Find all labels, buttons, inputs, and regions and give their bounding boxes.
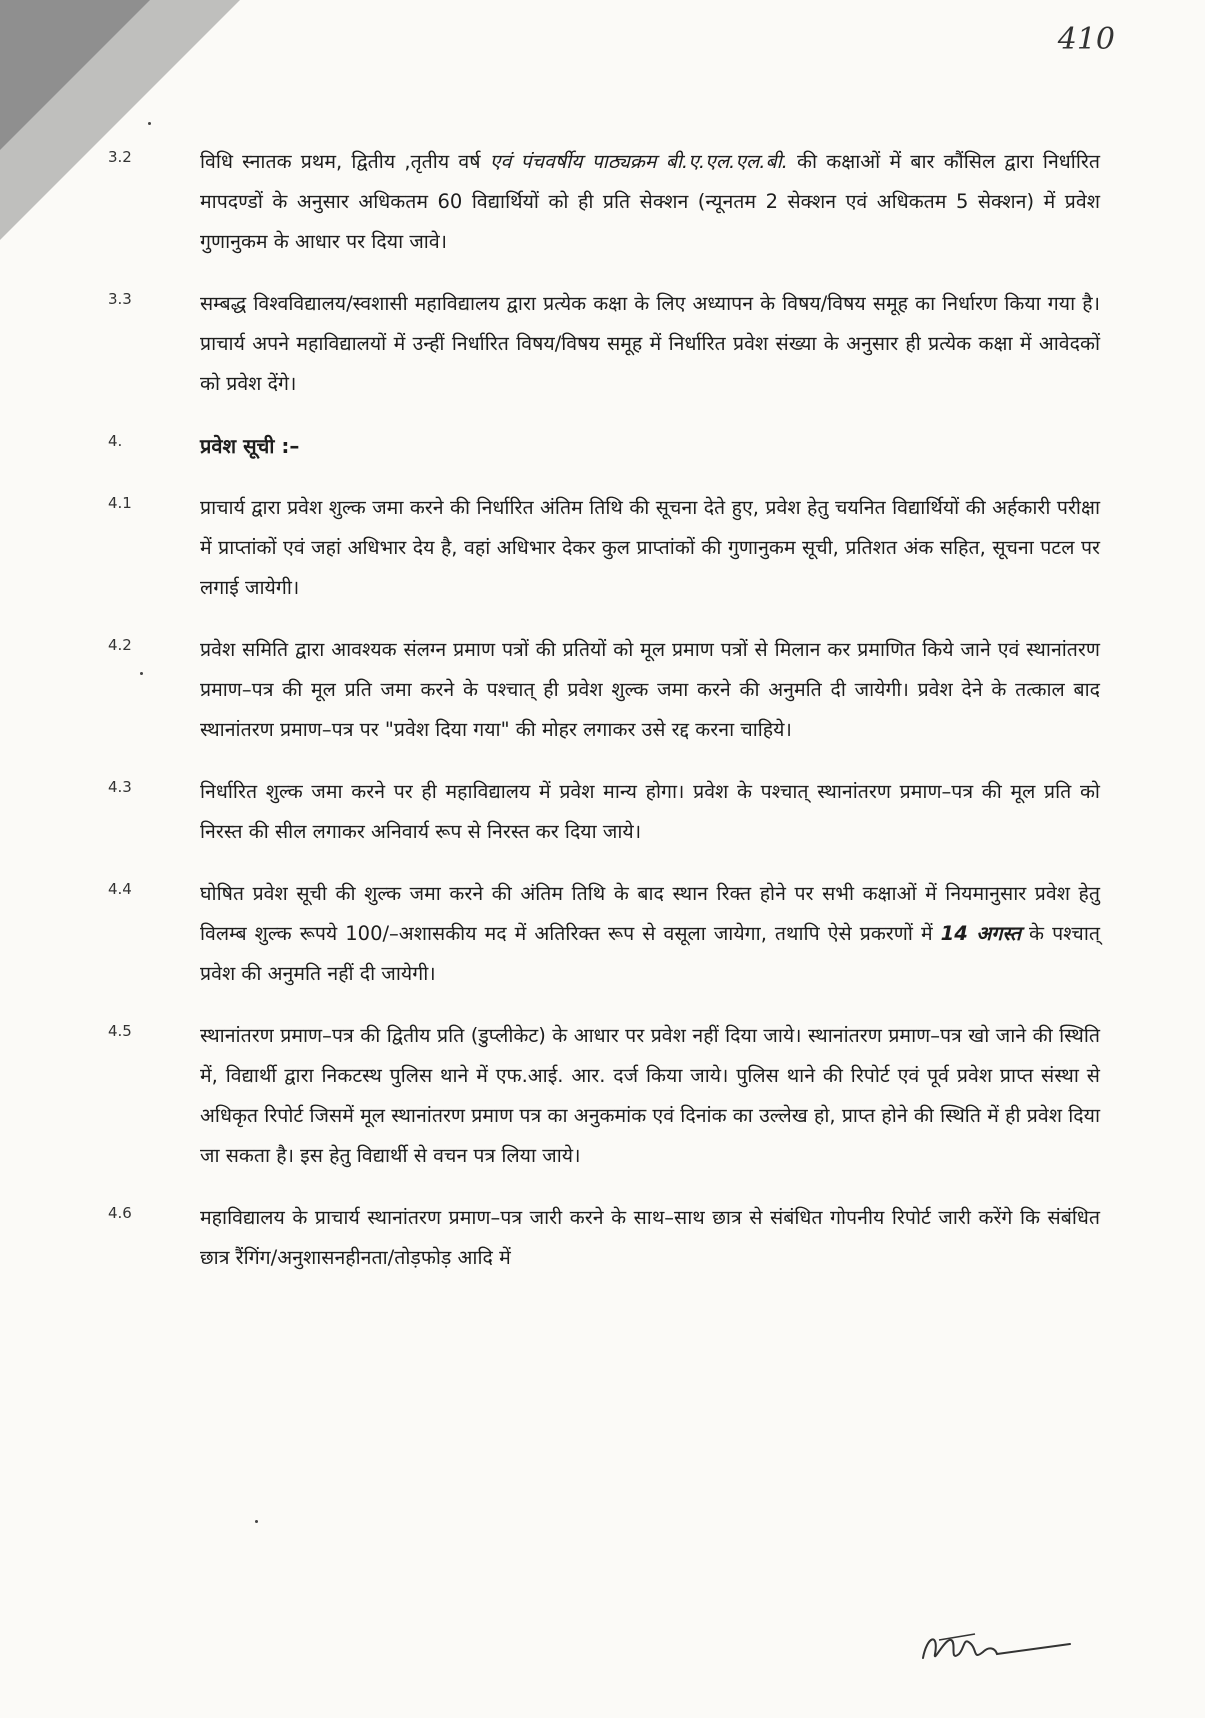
section-3-3 [108,284,1100,404]
section-4-heading [108,426,1100,466]
section-number: 4.2 [108,636,132,654]
section-number: 4.4 [108,880,132,898]
scan-speck [148,122,151,125]
handwritten-signature [905,1618,1075,1678]
section-4-3 [108,772,1100,852]
section-text: स्थानांतरण प्रमाण–पत्र की द्वितीय प्रति (डुप्लीकेट) के आधार पर प्रवेश नहीं दिया जाये। स्थानांतरण प्रमाण–पत्र खो जाने की स्थिति में, विद्यार्थी द्वारा निकटस्थ पुलिस थाने में एफ.आई. आर. दर्ज किया जाये। पुलिस थाने की रिपोर्ट एवं पूर्व प्रवेश प्राप्त संस्था से अधिकृत रिपोर्ट जिसमें मूल स्थानांतरण प्रमाण पत्र का अनुकमांक एवं दिनांक का उल्लेख हो, प्राप्त होने की स्थिति में ही प्रवेश दिया जा सकता है। इस हेतु विद्यार्थी से वचन पत्र लिया जाये। [200,1024,1100,1167]
text-part: विधि स्नातक प्रथम, द्वितीय ,तृतीय वर्ष [200,150,490,173]
section-heading: प्रवेश सूची :– [200,434,300,458]
text-part: की कक्षाओं में बार कौंसिल द्वारा निर्धारित मापदण्डों के अनुसार अधिकतम 60 विद्यार्थियों को ही प्रति सेक्शन (न्यूनतम 2 सेक्शन एवं अधिकतम 5 सेक्शन) में प्रवेश गुणानुकम के आधार पर दिया जावे। [200,150,1100,253]
section-4-4 [108,874,1100,994]
section-text [200,142,1100,262]
scan-speck [255,1520,258,1523]
section-text: प्रवेश समिति द्वारा आवश्यक संलग्न प्रमाण पत्रों की प्रतियों को मूल प्रमाण पत्रों से मिलान कर प्रमाणित किये जाने एवं स्थानांतरण प्रमाण–पत्र की मूल प्रति जमा करने के पश्चात् ही प्रवेश शुल्क जमा करने की अनुमति दी जायेगी। प्रवेश देने के तत्काल बाद स्थानांतरण प्रमाण–पत्र पर "प्रवेश दिया गया" की मोहर लगाकर उसे रद्द करना चाहिये। [200,638,1100,741]
text-part: के पश्चात् प्रवेश की अनुमति नहीं दी जायेगी। [200,922,1100,985]
section-4-6 [108,1198,1100,1278]
section-4-5 [108,1016,1100,1176]
section-text: निर्धारित शुल्क जमा करने पर ही महाविद्यालय में प्रवेश मान्य होगा। प्रवेश के पश्चात् स्थानांतरण प्रमाण–पत्र की मूल प्रति को निरस्त की सील लगाकर अनिवार्य रूप से निरस्त कर दिया जाये। [200,780,1100,843]
scan-speck [140,672,143,675]
page-corner-fold [0,0,150,150]
section-number: 4.5 [108,1022,132,1040]
italic-course-name: एवं पंचवर्षीय पाठ्यक्रम बी.ए.एल.एल.बी. [489,150,788,173]
section-4-2 [108,630,1100,750]
section-text: प्राचार्य द्वारा प्रवेश शुल्क जमा करने की निर्धारित अंतिम तिथि की सूचना देते हुए, प्रवेश हेतु चयनित विद्यार्थियों की अर्हकारी परीक्षा में प्राप्तांकों एवं जहां अधिभार देय है, वहां अधिभार देकर कुल प्राप्तांकों की गुणानुकम सूची, प्रतिशत अंक सहित, सूचना पटल पर लगाई जायेगी। [200,496,1100,599]
document-body [108,142,1100,1300]
section-text: सम्बद्ध विश्वविद्यालय/स्वशासी महाविद्यालय द्वारा प्रत्येक कक्षा के लिए अध्यापन के विषय/विषय समूह का निर्धारण किया गया है। प्राचार्य अपने महाविद्यालयों में उन्हीं निर्धारित विषय/विषय समूह में निर्धारित प्रवेश संख्या के अनुसार ही प्रत्येक कक्षा में आवेदकों को प्रवेश देंगे। [200,292,1100,395]
section-3-2 [108,142,1100,262]
section-number: 4.3 [108,778,132,796]
section-4-1 [108,488,1100,608]
section-text [200,874,1100,994]
section-text: महाविद्यालय के प्राचार्य स्थानांतरण प्रमाण–पत्र जारी करने के साथ–साथ छात्र से संबंधित गोपनीय रिपोर्ट जारी करेंगे कि संबंधित छात्र रैंगिंग/अनुशासनहीनता/तोड़फोड़ आदि में [200,1206,1100,1269]
section-number: 4.1 [108,494,132,512]
text-part: घोषित प्रवेश सूची की शुल्क जमा करने की अंतिम तिथि के बाद स्थान रिक्त होने पर सभी कक्षाओं में नियमानुसार प्रवेश हेतु विलम्ब शुल्क रूपये 100/–अशासकीय मद में अतिरिक्त रूप से वसूला जायेगा, तथापि ऐसे प्रकरणों में [200,882,1100,945]
section-number: 4. [108,432,123,450]
deadline-date: 14 अगस्त [940,922,1022,945]
section-number: 3.3 [108,290,132,308]
handwritten-page-number: 410 [1057,22,1115,57]
section-number: 4.6 [108,1204,132,1222]
section-number: 3.2 [108,148,132,166]
